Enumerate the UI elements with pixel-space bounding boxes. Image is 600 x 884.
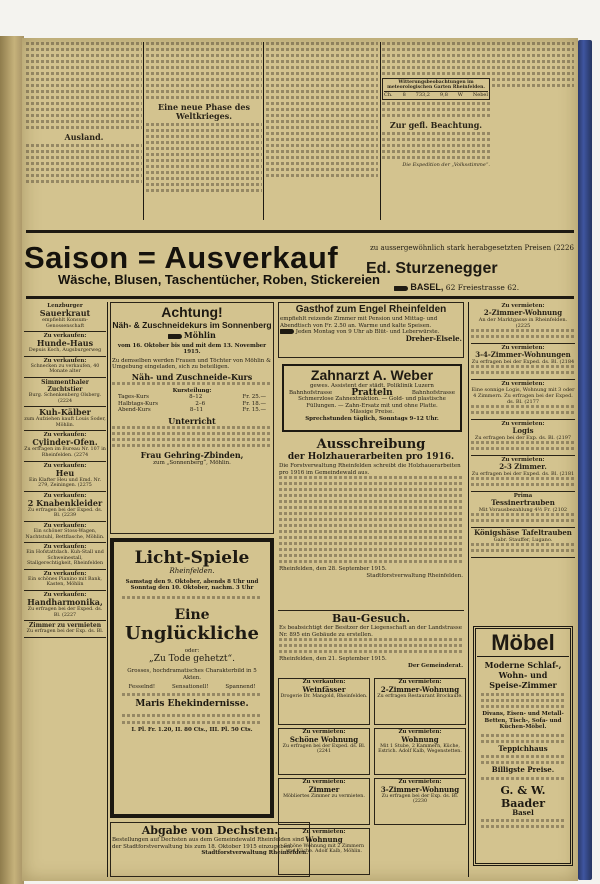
right-ad-title: Tessinertrauben: [491, 498, 555, 507]
course-text: Zu demselben werden Frauen und Töchter von Möhlin & Umgebung eingeladen, sich zu beteiligen.: [112, 357, 271, 370]
film-tag: Sensationell!: [172, 684, 209, 690]
text-lines: [471, 441, 575, 450]
moebel-shop: G. & W. Baader: [500, 783, 546, 810]
course-place-row: [112, 332, 272, 341]
small-ad-head: Zu vermieten:: [398, 679, 442, 685]
right-ad-title: 3-4-Zimmer-Wohnungen: [475, 350, 571, 359]
small-ad: [374, 678, 466, 725]
small-ad-title: 2-Zimmer-Wohnung: [380, 684, 460, 694]
right-ad-head: Zu vermieten:: [501, 303, 545, 309]
classified-text: Ein Klafter Heu und Emd. Nr. 279, Zeiningen. (2275: [28, 477, 102, 489]
ausschreibung-text: Die Forstverwaltung Rheinfelden schreibt die Holzhauerarbeiten pro 1916 im Gemeindewald aus.: [279, 463, 461, 476]
classified-ad: [24, 570, 106, 591]
zahnarzt-services-1: Schmerzlose Zahnextraktion. — Gold- und plastische: [298, 396, 446, 402]
small-ad: [374, 728, 466, 775]
classified-ad: [24, 462, 106, 492]
right-ads-column: [471, 302, 575, 622]
text-lines: [471, 513, 575, 522]
moebel-brand: Teppichhaus: [498, 743, 548, 753]
column-rule: [380, 42, 381, 220]
right-ad-text: Eine sonnige Logis, Wohnung mit 3 oder 4 Zimmern. Zu erfragen bei der Exped. ds. Bl. (2177: [471, 387, 575, 405]
column-rule: [468, 302, 469, 877]
weather-title: Witterungsbeobachtungen im meteorologischen Garten Rheinfelden.: [387, 80, 485, 90]
classified-title: Kuh-Kälber: [39, 407, 91, 418]
classified-ad: [24, 332, 106, 357]
classified-ad: [24, 431, 106, 461]
schedule-title: Kursteilung:: [172, 387, 212, 394]
moebel-ad: [473, 626, 573, 866]
moebel-city: Basel: [512, 807, 534, 817]
zahnarzt-price: Mässige Preise.: [349, 409, 394, 415]
address-city: BASEL,: [410, 282, 444, 292]
pointing-hand-icon: [394, 286, 408, 291]
small-ad-head: Zu vermieten:: [398, 779, 442, 785]
classified-label: Zu verkaufen:: [43, 333, 87, 340]
small-ad: [374, 778, 466, 825]
ticket-prices: I. Pl. Fr. 1.20, II. 80 Cts., III. Pl. 50 Cts.: [131, 726, 253, 733]
moebel-footer: Billigste Preise.: [491, 765, 555, 774]
classified-title: 2 Knabenkleider: [27, 497, 103, 508]
classified-title: Handharmonika,: [27, 597, 103, 608]
lichtspiele-ad: [110, 538, 274, 818]
classified-label: Lenzburger: [47, 303, 83, 309]
classified-ad: [24, 591, 106, 621]
column-rule: [263, 42, 264, 220]
schedule-cell: 8–11: [189, 407, 204, 413]
left-ads-column: [24, 302, 106, 877]
schedule-table: [112, 394, 272, 414]
schedule-row: [112, 407, 272, 414]
moebel-line: Wohn- und: [498, 670, 548, 680]
banner-bottom-rule: [26, 296, 574, 299]
zahnarzt-street-right: Bahnhofstrasse: [411, 389, 455, 396]
baugesuch-title: Bau-Gesuch.: [331, 612, 411, 625]
pointing-hand-icon: [168, 334, 182, 339]
right-ad-text: Mit Vorausbezahlung 4½ Fr. (2102: [478, 507, 568, 513]
small-ad: [278, 828, 370, 875]
organizer-place: zum „Sonnenberg“, Möhlin.: [153, 459, 231, 466]
classified-ad: [24, 357, 106, 378]
classified-label: Zu verkaufen:: [43, 492, 87, 499]
small-ad-text: Zu erfragen bei der Exp. ds. Bl. (2230: [381, 793, 459, 805]
small-ad-title: Zimmer: [308, 784, 340, 794]
banner-code: (2226: [553, 244, 574, 252]
weather-cell: 8: [402, 92, 406, 98]
classified-text: Ein schöner Stoss-Wagen, Nachtstuhl, Bettflasche, Möhlin.: [25, 528, 105, 540]
weather-cell: 733,2: [415, 92, 430, 98]
small-ad-head: Zu vermieten:: [302, 729, 346, 735]
film-tag: Fesselnd!: [128, 684, 156, 690]
classified-text: Ein Hofstattdach. Kuh-Stall und Schweinestall, Stallgerechtigkeit, Rheinfelden: [26, 550, 104, 567]
baugesuch-sign: Der Gemeinderat.: [408, 662, 463, 669]
classified-title: Cylinder-Ofen.: [32, 437, 98, 448]
beachtung-heading: Zur gefl. Beachtung.: [389, 120, 483, 131]
weather-cell: W: [457, 92, 463, 98]
small-ad-title: Wohnung: [401, 734, 439, 744]
classified-ad: [24, 621, 106, 638]
moebel-line: Moderne Schlaf-,: [484, 660, 562, 670]
comedy-title: Maris Ehekindernisse.: [135, 698, 249, 709]
abgabe-text: Bestellungen auf Dechsten aus dem Gemeindewald Rheinfelden sind der Stadtforstverwaltung bis zum 18. Oktober 1915 einzugeben.: [112, 837, 305, 850]
right-ad-title: 2-Zimmer-Wohnung: [483, 308, 563, 317]
classified-text: Depuis Koch, Augsburgerweg: [28, 348, 102, 354]
top-column-4: [382, 42, 490, 220]
gasthof-note: Jeden Montag von 9 Uhr ab Blüt- und Leberwürste.: [295, 329, 440, 335]
lichtspiele-body: Licht-Spiele Rheinfelden. Samstag den 9. Oktober, abends 8 Uhr und Sonntag den 10. Oktober, nachm. 3 Uhr Eine Unglückliche oder: „Zu Tode gehetzt“. Grosses, hochdramatisches Charakterbild in 5 Akten. Fesselnd! Sensationell! Spannend! Maris Ehekindernisse. I. Pl. Fr. 1.20, II. 80 Cts., III. Pl. 50 Cts.: [114, 542, 270, 814]
banner-top-rule: [26, 230, 574, 233]
right-ad-title: Logis: [512, 426, 534, 435]
small-ad: [278, 678, 370, 725]
course-title: Näh- & Zuschneidekurs im Sonnenberg: [112, 320, 272, 330]
zahnarzt-ad: [282, 364, 462, 432]
small-ad-head: Zu vermieten:: [302, 829, 346, 835]
classified-ad: [24, 492, 106, 522]
schedule-cell: Fr. 25.—: [242, 394, 266, 400]
film-description: Grosses, hochdramatisches Charakterbild in 5 Akten.: [127, 668, 257, 681]
schedule-cell: Fr. 15.—: [242, 407, 266, 413]
top-column-2: [146, 42, 262, 220]
small-ads-grid: [278, 678, 468, 878]
small-ad-text: Zu erfragen bei der Exped. ds. Bl. (2241: [282, 743, 366, 755]
schedule-cell: Halbtags-Kurs: [118, 400, 159, 407]
top-column-3: [266, 42, 378, 220]
top-column-1: [26, 42, 142, 220]
weather-table: [382, 78, 490, 100]
classified-ad: [24, 302, 106, 332]
classified-label: Zu verkaufen:: [43, 462, 87, 469]
film-title-2: Unglückliche: [125, 622, 259, 644]
right-ad: [471, 492, 575, 528]
classified-text: Zu erfragen bei der Exped. ds. Bl. (2239: [27, 507, 103, 519]
expedition-signature: Die Expedition der „Volksstimme“.: [402, 162, 490, 169]
gasthof-ad: [278, 302, 464, 358]
right-ad: [471, 302, 575, 344]
zahnarzt-hours: Sprechstunden täglich, Sonntags 9–12 Uhr.: [305, 415, 439, 422]
right-ad: [471, 456, 575, 492]
gasthof-owner: Dreher-Elsele.: [405, 333, 462, 343]
right-ad-text: Zu erfragen bei der Exped. ds. Bl. (2184: [471, 359, 575, 365]
classified-text: empfiehlt Konsum-Genossenschaft: [42, 318, 88, 329]
baugesuch-ad: [278, 610, 464, 676]
schedule-cell: Abend-Kurs: [118, 407, 151, 413]
classified-label: Zu verkaufen:: [43, 432, 87, 439]
film-tags: [120, 684, 264, 691]
right-ad-head: Zu vermieten:: [501, 457, 545, 463]
small-ad-text: Schöne Wohnung mit 2 Zimmern und Küche. Adolf Kalb, Möhlin.: [283, 843, 365, 855]
text-lines: [471, 365, 575, 374]
right-ad-head: Prima: [513, 493, 533, 499]
achtung-title: Achtung!: [161, 304, 223, 320]
right-ad: [471, 528, 575, 558]
classified-text: zum Aufziehen kauft Louis Soder, Möhlin.: [24, 417, 106, 428]
ausland-heading: Ausland.: [64, 132, 104, 142]
classified-label: Zu verkaufen:: [43, 522, 87, 529]
weltkrieg-headline: Eine neue Phase des Weltkrieges.: [157, 102, 250, 121]
baugesuch-date: Rheinfelden, den 21. September 1915.: [279, 656, 387, 662]
schedule-cell: 2–6: [195, 400, 206, 407]
small-ad-head: Zu vermieten:: [398, 729, 442, 735]
merchant-name: Ed. Sturzenegger: [366, 260, 498, 277]
classified-text: Zu erfragen bei der Exped. ds. Bl. (2227: [27, 607, 103, 618]
classified-text: Burg. Schenkenberg Olsberg. (2224: [28, 392, 102, 404]
right-ad-text: Gabr. Stauffer, Lugano.: [493, 537, 553, 543]
classified-title: Hunde-Haus: [36, 338, 94, 349]
lichtspiele-place: Rheinfelden.: [169, 567, 215, 575]
small-ad-title: Weinfässer: [302, 684, 346, 694]
schedule-cell: 8–12: [189, 394, 203, 400]
top-column-5: [492, 42, 574, 220]
text-lines: [471, 405, 575, 414]
text-lines: [471, 329, 575, 338]
right-ad-head: Zu vermieten:: [501, 421, 545, 427]
small-ad-title: 3-Zimmer-Wohnung: [380, 784, 460, 794]
ausschreibung-title: Ausschreibung: [316, 437, 426, 452]
small-ad-text: Möbliertes Zimmer zu vermieten.: [283, 793, 365, 799]
classified-ad: [24, 407, 106, 431]
classified-title: Simmenthaler Zuchtstier: [41, 378, 89, 393]
small-ad-head: Zu vermieten:: [302, 779, 346, 785]
small-ad-text: Drogerie Dr. Mangold, Rheinfelden.: [280, 693, 368, 699]
banner-price-text: zu aussergewöhnlich stark herabgesetzten Preisen: [370, 244, 552, 252]
course-place: Möhlin: [183, 330, 216, 340]
right-ad-title: Königshäse Tafeltrauben: [474, 528, 572, 537]
unterricht-heading: Unterricht: [168, 415, 216, 426]
right-ad-head: Zu vermieten:: [501, 381, 545, 387]
zahnarzt-city: Pratteln: [351, 387, 393, 398]
classified-title: Heu: [55, 467, 75, 478]
classified-text: Zu erfragen im Bureau Nr. 107 in Rheinfelden. (2274: [24, 447, 106, 458]
classified-text: Ein schönes Pianino mit Bank, Kasten, Möhlin: [28, 576, 102, 588]
address-street: 62 Freiestrasse 62.: [445, 283, 520, 292]
lichtspiele-dates: Samstag den 9. Oktober, abends 8 Uhr und Sonntag den 10. Oktober, nachm. 3 Uhr: [125, 578, 259, 591]
classified-ad: [24, 378, 106, 407]
gasthof-text: empfiehlt reizende Zimmer mit Pension und Mittag- und Abendtisch von Fr. 2.50 an. Warme und kalte Speisen.: [280, 316, 438, 329]
right-ad-text: Zu erfragen bei der Exp. ds. Bl. (2197: [474, 435, 572, 441]
classified-label: Zu verkaufen:: [43, 357, 87, 364]
small-ad-title: Wohnung: [305, 834, 343, 844]
newspaper-page: [22, 38, 578, 881]
classified-title: Zimmer zu vermieten: [28, 622, 102, 630]
small-ad: [278, 778, 370, 825]
small-ad-title: Schöne Wohnung: [289, 734, 359, 744]
small-ad-text: Mit 1 Stube, 2 Kammern, Küche, Estrich. Adolf Kalb, Wegenstetten.: [378, 743, 462, 755]
ausschreibung-ad: [278, 436, 464, 606]
text-lines: [471, 477, 575, 486]
right-ad: [471, 380, 575, 420]
small-ad: [278, 728, 370, 775]
course-dates: vom 16. Oktober bis und mit dem 13. November 1915.: [117, 342, 267, 355]
classified-title: Sauerkraut: [39, 308, 91, 318]
saison-ausverkauf-title: Saison = Ausverkauf: [24, 240, 339, 275]
text-lines: [471, 543, 575, 552]
moebel-line: Speise-Zimmer: [489, 680, 557, 690]
zahnarzt-credential: gewes. Assistent der städt. Poliklinik Luzern: [310, 383, 434, 389]
column-rule: [143, 42, 144, 220]
achtung-ad: [110, 302, 274, 534]
small-ad-text: Zu erfragen Restaurant Brockaufe.: [377, 693, 463, 699]
right-ad-head: Zu vermieten:: [501, 345, 545, 351]
lichtspiele-title: Licht-Spiele: [134, 548, 250, 568]
right-ad-text: An der Marktgasse in Rheinfelden. (2225: [478, 317, 568, 329]
film-title-1: Eine: [174, 606, 210, 623]
right-ad-text: Zu erfragen bei der Exped. ds. Bl. (2181: [471, 471, 575, 477]
classified-text: Zu erfragen bei der Exp. ds. Bl.: [26, 629, 104, 635]
banner-subtitle: Wäsche, Blusen, Taschentücher, Roben, Stickereien: [58, 272, 380, 287]
right-ad: [471, 344, 575, 380]
zahnarzt-title: Zahnarzt A. Weber: [310, 367, 434, 383]
weather-cell: Ch.: [384, 92, 393, 98]
moebel-title: Möbel: [477, 630, 569, 657]
weather-row: [384, 91, 488, 98]
schedule-cell: Fr. 18.—: [242, 400, 266, 407]
gasthof-title: Gasthof zum Engel Rheinfelden: [295, 304, 447, 315]
ausschreibung-sign: Stadtforstverwaltung Rheinfelden.: [366, 572, 463, 579]
film-alt-title: „Zu Tode gehetzt“.: [149, 654, 235, 664]
classified-label: Zu verkaufen:: [43, 570, 87, 577]
classified-label: Zu verkaufen:: [43, 592, 87, 599]
book-binding: [578, 40, 592, 880]
organizer-name: Frau Gehring-Zbinden,: [140, 449, 244, 460]
abgabe-title: Abgabe von Dechsten.: [141, 824, 279, 837]
weather-cell: Nebel: [472, 92, 488, 98]
ausschreibung-date: Rheinfelden, den 28. September 1915.: [279, 566, 387, 572]
abgabe-sign: Stadtforstverwaltung Rheinfelden.: [201, 850, 308, 856]
banner-price-note: [368, 244, 576, 252]
column-rule: [107, 302, 108, 877]
schedule-cell: Tages-Kurs: [118, 394, 149, 400]
zahnarzt-services-2: Füllungen. — Zahn-Ersatz mit und ohne Platte.: [306, 402, 438, 409]
zahnarzt-street-left: Bahnhofstrasse: [289, 389, 333, 396]
right-ad-title: 2-3 Zimmer.: [499, 462, 547, 471]
pointing-hand-icon: [280, 329, 294, 334]
classified-label: Zu verkaufen:: [43, 544, 87, 551]
classified-text: Schnecken zu verkaufen, 40 Monate alter: [30, 363, 100, 375]
left-page-edge: [0, 36, 24, 884]
classified-ad: [24, 522, 106, 543]
classified-ad: [24, 543, 106, 570]
film-tag: Spannend!: [225, 684, 256, 690]
small-ad-head: Zu verkaufen:: [302, 679, 346, 685]
merchant-address: [394, 282, 519, 292]
right-ad: [471, 420, 575, 456]
weather-cell: 9,8: [439, 92, 448, 98]
ausschreibung-subtitle: der Holzhauerarbeiten pro 1916.: [287, 452, 455, 462]
baugesuch-text: Es beabsichtigt der Besitzer der Liegenschaft an der Landstrasse Nr. 895 ein Gebäude zu erstellen.: [279, 625, 462, 638]
course-section: Näh- und Zuschneide-Kurs: [131, 371, 253, 382]
moebel-detail: Divans, Eisen- und Metall-Betten, Tisch-, Sofa- und Küchen-Möbel.: [482, 711, 564, 730]
